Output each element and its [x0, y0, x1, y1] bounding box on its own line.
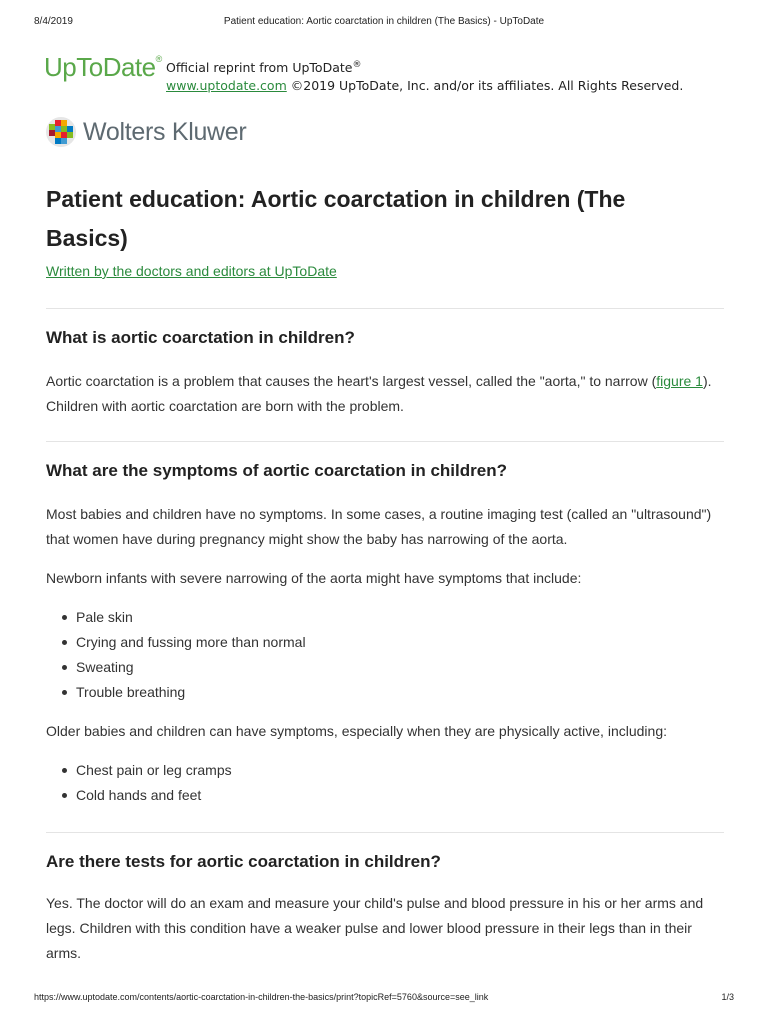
reprint-mark: ® — [352, 60, 362, 70]
symptom-list-newborn — [46, 605, 726, 705]
list-item — [46, 680, 726, 705]
wolters-kluwer-mosaic-icon — [45, 116, 77, 148]
uptodate-site-link[interactable]: www.uptodate.com — [166, 78, 287, 94]
bullet-icon — [62, 615, 67, 620]
byline — [46, 262, 726, 280]
bullet-icon — [62, 690, 67, 695]
paragraph-text: Aortic coarctation is a problem that causes the heart's largest vessel, called the "aorta," to narrow ( — [46, 373, 657, 389]
list-item — [46, 758, 726, 783]
reprint-notice — [166, 56, 683, 95]
section-divider — [46, 441, 724, 442]
print-page-title: Patient education: Aortic coarctation in children (The Basics) - UpToDate — [223, 16, 545, 27]
list-item-text: Trouble breathing — [76, 684, 186, 700]
list-item-text: Pale skin — [76, 609, 133, 625]
uptodate-logo-text: UpToDate — [44, 52, 156, 82]
article-title: Patient education: Aortic coarctation in children (The Basics) — [46, 186, 626, 251]
figure-link[interactable]: figure 1 — [656, 373, 703, 389]
list-item — [46, 783, 726, 808]
list-item-text: Sweating — [76, 659, 134, 675]
list-item — [46, 630, 726, 655]
list-item-text: Cold hands and feet — [76, 787, 202, 803]
paragraph-text: ). Children with aortic coarctation are born with the problem. — [46, 373, 712, 414]
print-url: https://www.uptodate.com/contents/aortic-coarctation-in-children-the-basics/print?topicRef=5760&source=see_link — [34, 992, 489, 1002]
bullet-icon — [62, 640, 67, 645]
list-item — [46, 605, 726, 630]
bullet-icon — [62, 768, 67, 773]
list-item-text: Crying and fussing more than normal — [76, 634, 306, 650]
copyright-notice: ©2019 UpToDate, Inc. and/or its affiliates. All Rights Reserved. — [290, 78, 684, 94]
section-divider — [46, 832, 724, 833]
section-heading: What are the symptoms of aortic coarctation in children? — [46, 461, 507, 480]
section-heading: Are there tests for aortic coarctation in children? — [46, 852, 441, 871]
wolters-kluwer-wordmark: Wolters Kluwer — [83, 118, 247, 146]
section-paragraph — [46, 369, 726, 419]
bullet-icon — [62, 793, 67, 798]
page-number: 1/3 — [721, 992, 734, 1002]
list-item — [46, 655, 726, 680]
section-heading: What is aortic coarctation in children? — [46, 328, 355, 347]
section-paragraph: Newborn infants with severe narrowing of the aorta might have symptoms that include: — [46, 570, 582, 586]
bullet-icon — [62, 665, 67, 670]
uptodate-logo-mark: ® — [155, 54, 162, 64]
symptom-list-older — [46, 758, 726, 808]
list-item-text: Chest pain or leg cramps — [76, 762, 232, 778]
section-paragraph: Older babies and children can have symptoms, especially when they are physically active, including: — [46, 723, 667, 739]
section-paragraph: Most babies and children have no symptoms. In some cases, a routine imaging test (called an "ultrasound") that women have during pregnancy might show the baby has narrowing of the aorta. — [46, 506, 712, 547]
reprint-line: Official reprint from UpToDate — [166, 60, 353, 76]
print-header — [0, 16, 768, 30]
print-date: 8/4/2019 — [34, 16, 73, 27]
section-paragraph: Yes. The doctor will do an exam and measure your child's pulse and blood pressure in his or her arms and legs. Children with this condition have a weaker pulse and lower blood pressure in their legs than in their arms. — [46, 895, 704, 961]
article — [46, 180, 726, 966]
section-divider — [46, 308, 724, 309]
byline-link[interactable]: Written by the doctors and editors at UpToDate — [46, 263, 337, 279]
